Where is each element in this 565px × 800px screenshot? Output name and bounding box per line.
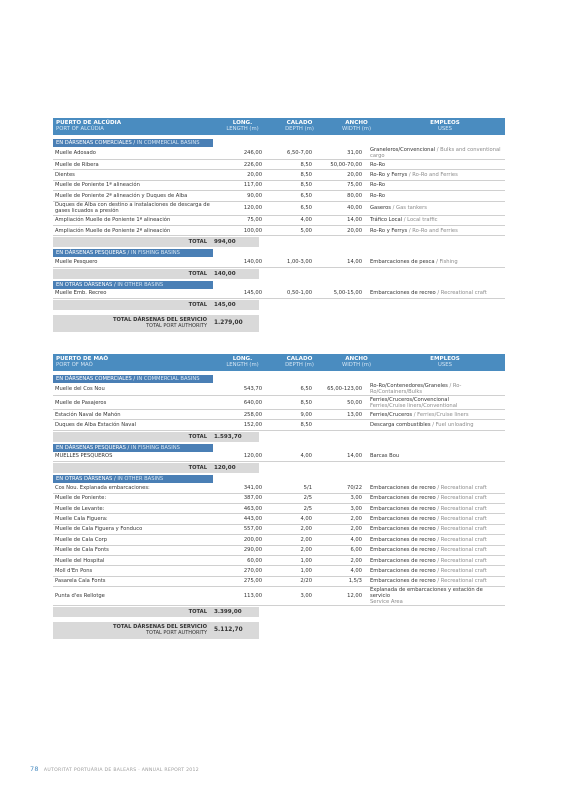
berth-name: Pasarela Cala Fonts: [55, 578, 106, 585]
berth-width: 2,00: [350, 526, 362, 533]
section-title-es: EN DÁRSENAS COMERCIALES /: [56, 140, 136, 146]
header-ancho-es: ANCHO: [345, 120, 368, 126]
table-row: [53, 420, 505, 430]
berth-name: Muelle del Hospital: [55, 557, 105, 564]
berth-depth: 5,00: [300, 227, 312, 234]
section-total-label: TOTAL: [53, 607, 211, 617]
berth-use-es: Descarga combustibles: [370, 422, 431, 429]
berth-name: Muelle de Cala Corp: [55, 536, 108, 543]
berth-use-es: Ro-Ro/Contenedores/Graneles: [370, 383, 448, 389]
berth-use-es: Embarcaciones de recreo: [370, 516, 436, 523]
berth-depth: 2,00: [300, 536, 312, 543]
section-total-value: 145,00: [211, 300, 259, 310]
header-long-en: LENGTH (m): [226, 362, 259, 369]
section-total-value: 120,00: [211, 463, 259, 473]
table-row: [53, 257, 505, 267]
section-total-value: 140,00: [211, 269, 259, 279]
berth-depth: 2/20: [300, 578, 312, 585]
header-long-en: LENGTH (m): [226, 126, 259, 133]
berth-use: [366, 205, 505, 211]
section-total-label: TOTAL: [53, 237, 211, 247]
berth-use: [366, 412, 505, 418]
berth-name: Dientes: [55, 172, 75, 179]
berth-use: [366, 558, 505, 564]
berth-use: [366, 147, 505, 159]
berth-width: 20,00: [347, 172, 362, 179]
berth-use-es: Ro-Ro y Ferrys: [370, 227, 408, 234]
berth-width: 3,00: [350, 505, 362, 512]
berth-depth: 3,00: [300, 593, 312, 600]
berth-width: 14,00: [347, 217, 362, 224]
berth-use-en: Ferries/Cruise liners/Conventional: [370, 402, 458, 409]
berth-length: 270,00: [243, 567, 262, 574]
berth-width: 4,00: [350, 536, 362, 543]
berth-depth: 4,00: [300, 453, 312, 460]
grand-total: [53, 622, 505, 639]
berth-use: [366, 193, 505, 199]
berth-length: 640,00: [243, 399, 262, 406]
berth-name: Ampliación Muelle de Poniente 1ª alineación: [55, 217, 171, 224]
section-total-value: 3.399,00: [211, 607, 259, 617]
berth-length: 152,00: [243, 422, 262, 429]
berth-name: Muelle Pesquero: [55, 259, 98, 266]
header-empleos-es: EMPLEOS: [430, 356, 460, 362]
berth-length: 140,00: [243, 259, 262, 266]
berth-length: 75,00: [247, 217, 262, 224]
berth-use-es: Embarcaciones de recreo: [370, 290, 436, 297]
berth-name: Muelle de Ribera: [55, 161, 99, 168]
berth-length: 120,00: [243, 205, 262, 212]
table-row: [53, 147, 505, 160]
berth-use-en: / Fuel unloading: [430, 422, 474, 429]
berth-width: 12,00: [347, 593, 362, 600]
berth-use-en: / Fishing: [434, 259, 458, 266]
section-title: [53, 281, 213, 289]
port-name-es: PUERTO DE ALCÚDIA: [56, 120, 122, 126]
berth-use: [366, 383, 505, 395]
table-row: [53, 216, 505, 226]
berth-use-en: Service Area: [370, 599, 403, 606]
berth-depth: 8,50: [300, 399, 312, 406]
berth-use-es: Ro-Ro: [370, 182, 386, 189]
berth-use: [366, 422, 505, 428]
table-row: [53, 494, 505, 504]
berth-depth: 4,00: [300, 217, 312, 224]
berth-use-es: Embarcaciones de pesca: [370, 259, 435, 266]
berth-use-es: Ro-Ro: [370, 161, 386, 168]
berth-use-es: Embarcaciones de recreo: [370, 505, 436, 512]
section-title-en: IN FISHING BASINS: [129, 250, 180, 257]
berth-length: 226,00: [243, 161, 262, 168]
section-title-es: EN DÁRSENAS PESQUERAS /: [56, 250, 130, 257]
berth-use-es: Embarcaciones de recreo: [370, 547, 436, 554]
berth-name: Muelle de Poniente 1ª alineación: [55, 182, 140, 189]
section-total-label: TOTAL: [53, 300, 211, 310]
section-total-value: 1.593,70: [211, 432, 259, 442]
table-header: [53, 118, 505, 135]
header-calado-es: CALADO: [286, 120, 313, 126]
section-title-en: IN COMMERCIAL BASINS: [135, 376, 200, 382]
berth-use-es: Embarcaciones de recreo: [370, 526, 436, 533]
footer-text: AUTORITAT PORTUÀRIA DE BALEARS · ANNUAL REPORT 2012: [43, 768, 199, 773]
table-row: [53, 587, 505, 606]
berth-use: [366, 290, 505, 296]
header-calado: [271, 118, 328, 135]
berth-length: 387,00: [243, 495, 262, 502]
berth-use: [366, 397, 505, 409]
section-total: [53, 463, 505, 473]
berth-use: [366, 228, 505, 234]
berth-depth: 6,50-7,00: [287, 150, 312, 156]
header-calado-en: DEPTH (m): [285, 362, 314, 369]
table-row: [53, 546, 505, 556]
berth-depth: 6,50: [300, 386, 312, 392]
berth-width: 14,00: [347, 453, 362, 460]
header-long: [214, 118, 271, 135]
header-empleos: [385, 354, 505, 371]
berth-use-en: / Recreational craft: [435, 495, 487, 502]
berth-width: 40,00: [347, 205, 362, 212]
table-row: [53, 181, 505, 191]
berth-use: [366, 547, 505, 553]
berth-length: 100,00: [243, 227, 262, 234]
berth-length: 145,00: [243, 290, 262, 297]
table-row: [53, 556, 505, 566]
berth-name: Duques de Alba Estación Naval: [55, 422, 136, 429]
header-ancho: [328, 354, 385, 371]
berth-depth: 8,50: [300, 172, 312, 179]
grand-total-value: 1.279,00: [211, 315, 259, 332]
header-ancho: [328, 118, 385, 135]
header-long-es: LONG.: [232, 356, 253, 362]
port-name-en: PORT OF MAÓ: [56, 362, 93, 369]
berth-length: 117,00: [243, 182, 262, 189]
berth-width: 1,5/3: [348, 578, 362, 585]
berth-use-es: Ferries/Cruceros/Convencional: [370, 396, 449, 403]
table-row: [53, 191, 505, 201]
berth-depth: 2/5: [303, 505, 312, 512]
berth-length: 200,00: [243, 536, 262, 543]
berth-name: Muelle de Poniente 2ª alineación y Duques de Alba: [55, 192, 188, 199]
table-row: [53, 383, 505, 396]
berth-width: 2,00: [350, 516, 362, 523]
header-calado: [271, 354, 328, 371]
berth-use-en: / Local traffic: [402, 217, 438, 224]
berth-use-en: / Ro-Ro and Ferries: [407, 172, 458, 179]
berth-name: Muelle de Cala Figuera y Fonduco: [55, 526, 143, 533]
section-total: [53, 607, 505, 617]
berth-use-es: Embarcaciones de recreo: [370, 484, 436, 491]
berth-depth: 1,00: [300, 557, 312, 564]
header-port-name: [53, 118, 214, 135]
section-title-es: EN OTRAS DÁRSENAS /: [56, 281, 116, 288]
header-empleos: [385, 118, 505, 135]
berth-depth: 2,00: [300, 547, 312, 554]
berth-use-en: / Recreational craft: [435, 567, 487, 574]
mao-table: [53, 354, 505, 639]
berth-name: Ampliación Muelle de Poniente 2ª alineación: [55, 227, 171, 234]
berth-use-es: Embarcaciones de recreo: [370, 578, 436, 585]
port-name-es: PUERTO DE MAÓ: [56, 356, 109, 362]
berth-use: [366, 172, 505, 178]
berth-name: Muelle de Pasajeros: [55, 399, 107, 406]
berth-use: [366, 506, 505, 512]
grand-total: [53, 315, 505, 332]
berth-use-es: Ro-Ro: [370, 192, 386, 199]
berth-use-en: / Recreational craft: [435, 516, 487, 523]
berth-use-es: Explanada de embarcaciones y estación de servicio: [370, 587, 483, 600]
berth-width: 70/22: [347, 484, 362, 491]
section-total-label: TOTAL: [53, 432, 211, 442]
berth-use-en: / Recreational craft: [435, 484, 487, 491]
berth-length: 557,00: [243, 526, 262, 533]
berth-use: [366, 485, 505, 491]
header-empleos-es: EMPLEOS: [430, 120, 460, 126]
header-ancho-en: WIDTH (m): [341, 362, 372, 369]
section-title-en: IN OTHER BASINS: [115, 281, 164, 288]
berth-use-en: / Recreational craft: [435, 536, 487, 543]
berth-length: 443,00: [243, 516, 262, 523]
berth-width: 31,00: [347, 150, 362, 156]
berth-use: [366, 162, 505, 168]
section-total-value: 994,00: [211, 237, 259, 247]
table-row: [53, 525, 505, 535]
table-row: [53, 535, 505, 545]
berth-use: [366, 516, 505, 522]
berth-use: [366, 537, 505, 543]
berth-use-en: / Recreational craft: [435, 547, 487, 554]
berth-use-es: Tráfico Local: [370, 217, 403, 224]
berth-width: 2,00: [350, 557, 362, 564]
berth-name: Moll d'En Pons: [55, 567, 93, 574]
berth-use-en: / Recreational craft: [435, 505, 487, 512]
berth-width: 65,00-123,00: [327, 386, 362, 392]
berth-use-en: / Recreational craft: [435, 526, 487, 533]
berth-use-es: Gaseros: [370, 205, 391, 212]
section-total: [53, 237, 505, 247]
table-row: [53, 577, 505, 587]
header-empleos-en: USES: [438, 362, 452, 369]
berth-use-en: / Bulks and conventional cargo: [370, 147, 501, 159]
table-row: [53, 504, 505, 514]
berth-length: 60,00: [247, 557, 262, 564]
header-ancho-en: WIDTH (m): [341, 126, 372, 133]
section-title-en: IN FISHING BASINS: [129, 444, 180, 451]
berth-use-en: / Ro-Ro/Containers/Bulks: [370, 383, 462, 395]
berth-name: Punta d'es Rellotge: [55, 593, 105, 600]
berth-width: 50,00: [347, 399, 362, 406]
berth-use: [366, 453, 505, 459]
grand-total-label-en: TOTAL PORT AUTHORITY: [145, 630, 207, 637]
section-title-es: EN DÁRSENAS COMERCIALES /: [56, 376, 136, 382]
port-name-en: PORT OF ALCÚDIA: [56, 126, 104, 133]
table-row: [53, 170, 505, 180]
berth-name: Muelle Cala Figuera:: [55, 516, 108, 523]
berth-length: 290,00: [243, 547, 262, 554]
berth-use: [366, 495, 505, 501]
berth-use-es: Ferries/Cruceros: [370, 411, 413, 418]
berth-length: 275,00: [243, 578, 262, 585]
berth-use-es: Barcas Bou: [370, 453, 400, 460]
section-total: [53, 432, 505, 442]
berth-width: 3,00: [350, 495, 362, 502]
berth-name: Muelle de Poniente:: [55, 495, 107, 502]
berth-name: Muelle Adosado: [55, 150, 96, 156]
berth-name: Muelle del Cos Nou: [55, 386, 105, 392]
table-row: [53, 289, 505, 299]
berth-width: 5,00-15,00: [333, 290, 362, 297]
berth-use-es: Embarcaciones de recreo: [370, 495, 436, 502]
section-title-en: IN COMMERCIAL BASINS: [135, 140, 200, 146]
berth-use-en: / Recreational craft: [435, 578, 487, 585]
berth-depth: 8,50: [300, 161, 312, 168]
berth-width: 20,00: [347, 227, 362, 234]
berth-length: 463,00: [243, 505, 262, 512]
berth-width: 50,00-70,00: [330, 161, 362, 168]
berth-length: 543,70: [243, 386, 262, 392]
header-empleos-en: USES: [438, 126, 452, 133]
grand-total-label-en: TOTAL PORT AUTHORITY: [145, 323, 207, 330]
berth-length: 120,00: [243, 453, 262, 460]
berth-use-en: / Ferries/Cruise liners: [412, 411, 469, 418]
table-row: [53, 202, 505, 216]
berth-length: 341,00: [243, 484, 262, 491]
berth-depth: 1,00: [300, 567, 312, 574]
section-total: [53, 269, 505, 279]
table-row: [53, 514, 505, 524]
page-footer: [30, 765, 199, 773]
page-number: 78: [30, 765, 39, 773]
berth-depth: 2,00: [300, 526, 312, 533]
berth-depth: 5/1: [303, 484, 312, 491]
berth-length: 90,00: [247, 192, 262, 199]
section-title: [53, 475, 213, 483]
grand-total-value: 5.112,70: [211, 622, 259, 639]
section-title-es: EN OTRAS DÁRSENAS /: [56, 476, 116, 483]
header-ancho-es: ANCHO: [345, 356, 368, 362]
berth-use-es: Ro-Ro y Ferrys: [370, 172, 408, 179]
berth-use-es: Embarcaciones de recreo: [370, 557, 436, 564]
berth-name: Muelle de Levante:: [55, 505, 105, 512]
table-row: [53, 160, 505, 170]
berth-name: MUELLES PESQUEROS: [55, 453, 113, 460]
berth-use-es: Embarcaciones de recreo: [370, 567, 436, 574]
section-total: [53, 300, 505, 310]
section-total-label: TOTAL: [53, 463, 211, 473]
section-title: [53, 139, 213, 147]
header-calado-es: CALADO: [286, 356, 313, 362]
header-calado-en: DEPTH (m): [285, 126, 314, 133]
table-row: [53, 226, 505, 236]
section-total-label: TOTAL: [53, 269, 211, 279]
header-long-es: LONG.: [232, 120, 253, 126]
berth-width: 14,00: [347, 259, 362, 266]
berth-depth: 9,00: [300, 411, 312, 418]
berth-width: 4,00: [350, 567, 362, 574]
grand-total-label-es: TOTAL DÁRSENAS DEL SERVICIO: [112, 317, 207, 324]
berth-width: 75,00: [347, 182, 362, 189]
berth-use: [366, 587, 505, 605]
berth-length: 246,00: [243, 150, 262, 156]
berth-use-es: Embarcaciones de recreo: [370, 536, 436, 543]
berth-use-en: / Ro-Ro and Ferries: [407, 227, 458, 234]
berth-depth: 1,00-3,00: [287, 259, 312, 266]
header-port-name: [53, 354, 214, 371]
section-title: [53, 249, 213, 257]
berth-use: [366, 259, 505, 265]
berth-width: 13,00: [347, 411, 362, 418]
berth-length: 258,00: [243, 411, 262, 418]
grand-total-label-es: TOTAL DÁRSENAS DEL SERVICIO: [112, 624, 207, 631]
berth-name: Muelle de Cala Fonts: [55, 547, 109, 554]
section-title-en: IN OTHER BASINS: [115, 476, 164, 483]
berth-length: 20,00: [247, 172, 262, 179]
table-row: [53, 483, 505, 493]
berth-name: Duques de Alba con destino a instalaciones de descarga de gases licuados a presión: [55, 202, 210, 215]
berth-depth: 6,50: [300, 192, 312, 199]
berth-depth: 8,50: [300, 182, 312, 189]
berth-use: [366, 526, 505, 532]
section-title: [53, 375, 213, 383]
berth-depth: 6,50: [300, 205, 312, 212]
berth-depth: 4,00: [300, 516, 312, 523]
table-row: [53, 396, 505, 410]
grand-total-label: [53, 315, 211, 332]
berth-length: 113,00: [243, 593, 262, 600]
berth-use-en: / Gas tankers: [391, 205, 427, 212]
berth-depth: 8,50: [300, 422, 312, 429]
table-row: [53, 452, 505, 462]
berth-use-en: / Recreational craft: [435, 557, 487, 564]
berth-width: 6,00: [350, 547, 362, 554]
section-title: [53, 444, 213, 452]
berth-width: 80,00: [347, 192, 362, 199]
alcudia-table: [53, 118, 505, 332]
table-row: [53, 410, 505, 420]
grand-total-label: [53, 622, 211, 639]
berth-name: Muelle Emb. Recreo: [55, 290, 107, 297]
section-title-es: EN DÁRSENAS PESQUERAS /: [56, 444, 130, 451]
berth-depth: 0,50-1,00: [287, 290, 312, 297]
table-header: [53, 354, 505, 371]
berth-use-en: / Recreational craft: [435, 290, 487, 297]
table-row: [53, 566, 505, 576]
berth-depth: 2/5: [303, 495, 312, 502]
berth-use: [366, 217, 505, 223]
berth-use: [366, 578, 505, 584]
berth-use-es: Graneleros/Convencional: [370, 147, 436, 153]
berth-name: Cos Nou. Explanada embarcaciones:: [55, 484, 150, 491]
berth-name: Estación Naval de Mahón: [55, 411, 121, 418]
berth-use: [366, 182, 505, 188]
berth-use: [366, 568, 505, 574]
header-long: [214, 354, 271, 371]
